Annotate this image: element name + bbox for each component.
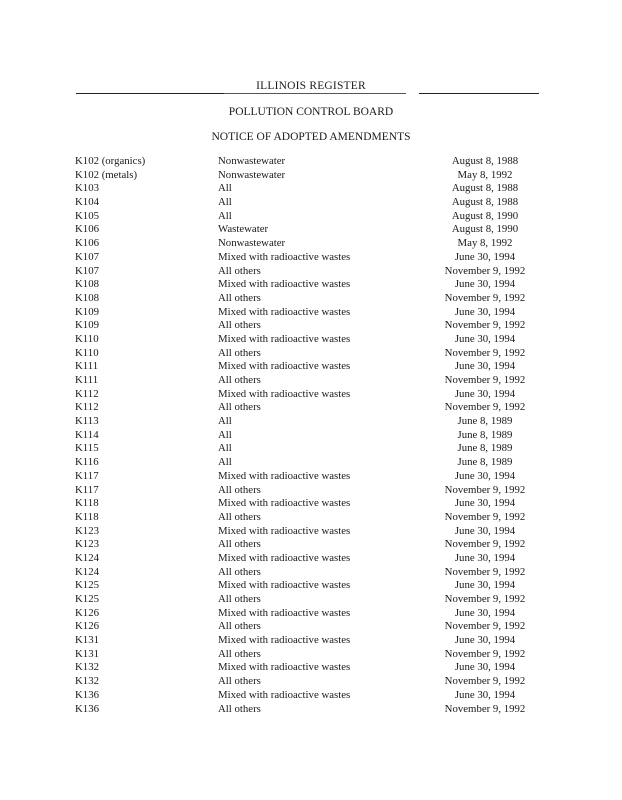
table-row xyxy=(0,169,622,183)
waste-code-table xyxy=(0,155,622,716)
waste-description: Wastewater xyxy=(218,223,269,236)
waste-code: K112 xyxy=(75,401,99,414)
table-row xyxy=(0,237,622,251)
effective-date: June 30, 1994 xyxy=(454,524,516,537)
effective-date: November 9, 1992 xyxy=(444,483,526,496)
effective-date: June 30, 1994 xyxy=(454,579,516,592)
effective-date: May 8, 1992 xyxy=(457,168,513,181)
waste-code: K108 xyxy=(75,291,99,304)
waste-code: K106 xyxy=(75,223,99,236)
effective-date: June 30, 1994 xyxy=(454,469,516,482)
table-row xyxy=(0,442,622,456)
effective-date: June 30, 1994 xyxy=(454,606,516,619)
waste-description: All others xyxy=(218,483,261,496)
table-row xyxy=(0,223,622,237)
waste-description: Mixed with radioactive wastes xyxy=(218,305,351,318)
waste-code: K118 xyxy=(75,510,99,523)
table-row xyxy=(0,538,622,552)
waste-description: Mixed with radioactive wastes xyxy=(218,579,351,592)
waste-code: K104 xyxy=(75,196,99,209)
waste-description: Mixed with radioactive wastes xyxy=(218,634,351,647)
waste-code: K115 xyxy=(75,442,99,455)
effective-date: May 8, 1992 xyxy=(457,237,513,250)
waste-code: K123 xyxy=(75,538,99,551)
effective-date: November 9, 1992 xyxy=(444,593,526,605)
waste-description: Mixed with radioactive wastes xyxy=(218,278,351,291)
waste-code: K111 xyxy=(75,374,99,386)
waste-code: K131 xyxy=(75,647,99,660)
effective-date: June 30, 1994 xyxy=(454,332,516,345)
table-row xyxy=(0,401,622,415)
table-row xyxy=(0,566,622,580)
waste-description: All xyxy=(218,415,232,428)
waste-description: All others xyxy=(218,291,261,304)
waste-description: All xyxy=(218,209,232,222)
waste-description: All others xyxy=(218,346,261,359)
waste-code: K114 xyxy=(75,428,99,441)
waste-description: All others xyxy=(218,319,261,332)
waste-code: K107 xyxy=(75,264,99,277)
table-row xyxy=(0,196,622,210)
table-row xyxy=(0,497,622,511)
table-row xyxy=(0,429,622,443)
waste-code: K126 xyxy=(75,606,99,619)
waste-description: All others xyxy=(218,702,261,715)
effective-date: August 8, 1988 xyxy=(451,155,519,167)
table-row xyxy=(0,210,622,224)
board-name: POLLUTION CONTROL BOARD xyxy=(228,106,394,118)
effective-date: November 9, 1992 xyxy=(444,675,526,688)
waste-code: K136 xyxy=(75,688,99,701)
waste-description: Nonwastewater xyxy=(218,168,286,181)
effective-date: June 30, 1994 xyxy=(454,661,516,674)
waste-code: K132 xyxy=(75,675,99,688)
effective-date: June 30, 1994 xyxy=(454,634,516,647)
effective-date: November 9, 1992 xyxy=(444,702,526,715)
waste-code: K109 xyxy=(75,305,99,318)
waste-code: K111 xyxy=(75,360,99,373)
effective-date: June 30, 1994 xyxy=(454,688,516,701)
waste-description: Mixed with radioactive wastes xyxy=(218,661,351,674)
waste-description: All xyxy=(218,442,232,455)
header-rule-left xyxy=(76,93,224,94)
effective-date: November 9, 1992 xyxy=(444,538,526,551)
waste-code: K113 xyxy=(75,415,99,428)
waste-description: Mixed with radioactive wastes xyxy=(218,332,351,345)
waste-description: All xyxy=(218,196,232,209)
effective-date: November 9, 1992 xyxy=(444,374,526,386)
table-row xyxy=(0,593,622,607)
waste-code: K110 xyxy=(75,332,99,345)
waste-code: K131 xyxy=(75,634,99,647)
notice-title: NOTICE OF ADOPTED AMENDMENTS xyxy=(211,131,411,143)
header-rule-right xyxy=(419,93,539,94)
waste-description: All others xyxy=(218,538,261,551)
effective-date: June 30, 1994 xyxy=(454,387,516,400)
waste-description: All others xyxy=(218,647,261,660)
waste-code: K124 xyxy=(75,551,99,564)
waste-description: Mixed with radioactive wastes xyxy=(218,469,351,482)
waste-description: Mixed with radioactive wastes xyxy=(218,551,351,564)
effective-date: June 30, 1994 xyxy=(454,305,516,318)
effective-date: June 8, 1989 xyxy=(457,428,513,441)
effective-date: June 30, 1994 xyxy=(454,551,516,564)
table-row xyxy=(0,388,622,402)
table-row xyxy=(0,511,622,525)
table-row xyxy=(0,620,622,634)
effective-date: June 8, 1989 xyxy=(457,442,513,455)
waste-description: All xyxy=(218,182,232,195)
waste-code: K108 xyxy=(75,278,99,291)
table-row xyxy=(0,319,622,333)
table-row xyxy=(0,648,622,662)
table-row xyxy=(0,333,622,347)
table-row xyxy=(0,525,622,539)
effective-date: June 30, 1994 xyxy=(454,250,516,263)
waste-description: All others xyxy=(218,565,261,578)
table-row xyxy=(0,634,622,648)
table-row xyxy=(0,607,622,621)
waste-code: K132 xyxy=(75,661,99,674)
waste-code: K106 xyxy=(75,237,99,250)
table-row xyxy=(0,278,622,292)
effective-date: November 9, 1992 xyxy=(444,647,526,660)
waste-description: All xyxy=(218,428,232,441)
effective-date: August 8, 1988 xyxy=(451,196,519,209)
effective-date: June 8, 1989 xyxy=(457,456,513,469)
table-row xyxy=(0,675,622,689)
waste-description: All others xyxy=(218,620,261,633)
table-row xyxy=(0,251,622,265)
waste-code: K116 xyxy=(75,456,99,469)
table-row xyxy=(0,484,622,498)
table-row xyxy=(0,456,622,470)
effective-date: November 9, 1992 xyxy=(444,620,526,633)
effective-date: November 9, 1992 xyxy=(444,510,526,523)
waste-description: Mixed with radioactive wastes xyxy=(218,387,351,400)
waste-code: K126 xyxy=(75,620,99,633)
waste-code: K117 xyxy=(75,469,99,482)
waste-description: All xyxy=(218,456,232,469)
waste-description: Nonwastewater xyxy=(218,237,286,250)
waste-description: Mixed with radioactive wastes xyxy=(218,250,351,263)
effective-date: November 9, 1992 xyxy=(444,291,526,304)
waste-code: K107 xyxy=(75,250,99,263)
waste-code: K123 xyxy=(75,524,99,537)
waste-description: All others xyxy=(218,510,261,523)
effective-date: June 30, 1994 xyxy=(454,497,516,510)
waste-description: All others xyxy=(218,675,261,688)
table-row xyxy=(0,347,622,361)
waste-code: K118 xyxy=(75,497,99,510)
waste-code: K117 xyxy=(75,483,99,496)
waste-code: K124 xyxy=(75,565,99,578)
waste-code: K125 xyxy=(75,593,99,605)
effective-date: November 9, 1992 xyxy=(444,346,526,359)
waste-code: K112 xyxy=(75,387,99,400)
effective-date: November 9, 1992 xyxy=(444,401,526,414)
waste-code: K102 (metals) xyxy=(75,168,138,181)
waste-description: All others xyxy=(218,593,261,605)
table-row xyxy=(0,689,622,703)
table-row xyxy=(0,703,622,717)
effective-date: November 9, 1992 xyxy=(444,565,526,578)
header-rule-middle xyxy=(224,93,406,94)
table-row xyxy=(0,292,622,306)
table-row xyxy=(0,579,622,593)
effective-date: August 8, 1990 xyxy=(451,209,519,222)
waste-code: K136 xyxy=(75,702,99,715)
table-row xyxy=(0,182,622,196)
table-row xyxy=(0,374,622,388)
waste-code: K102 (organics) xyxy=(75,155,146,167)
waste-code: K105 xyxy=(75,209,99,222)
waste-description: Mixed with radioactive wastes xyxy=(218,606,351,619)
waste-description: Mixed with radioactive wastes xyxy=(218,524,351,537)
waste-description: Mixed with radioactive wastes xyxy=(218,497,351,510)
effective-date: June 30, 1994 xyxy=(454,360,516,373)
waste-code: K103 xyxy=(75,182,99,195)
table-row xyxy=(0,360,622,374)
table-row xyxy=(0,306,622,320)
waste-code: K109 xyxy=(75,319,99,332)
table-row xyxy=(0,470,622,484)
waste-description: Nonwastewater xyxy=(218,155,286,167)
page-header-title: ILLINOIS REGISTER xyxy=(256,80,366,92)
table-row xyxy=(0,155,622,169)
waste-description: Mixed with radioactive wastes xyxy=(218,360,351,373)
effective-date: August 8, 1990 xyxy=(451,223,519,236)
table-row xyxy=(0,552,622,566)
table-row xyxy=(0,661,622,675)
effective-date: June 8, 1989 xyxy=(457,415,513,428)
waste-description: All others xyxy=(218,264,261,277)
effective-date: June 30, 1994 xyxy=(454,278,516,291)
waste-code: K125 xyxy=(75,579,99,592)
table-row xyxy=(0,265,622,279)
effective-date: November 9, 1992 xyxy=(444,264,526,277)
table-row xyxy=(0,415,622,429)
waste-description: All others xyxy=(218,401,261,414)
waste-description: All others xyxy=(218,374,261,386)
effective-date: November 9, 1992 xyxy=(444,319,526,332)
waste-description: Mixed with radioactive wastes xyxy=(218,688,351,701)
effective-date: August 8, 1988 xyxy=(451,182,519,195)
waste-code: K110 xyxy=(75,346,99,359)
